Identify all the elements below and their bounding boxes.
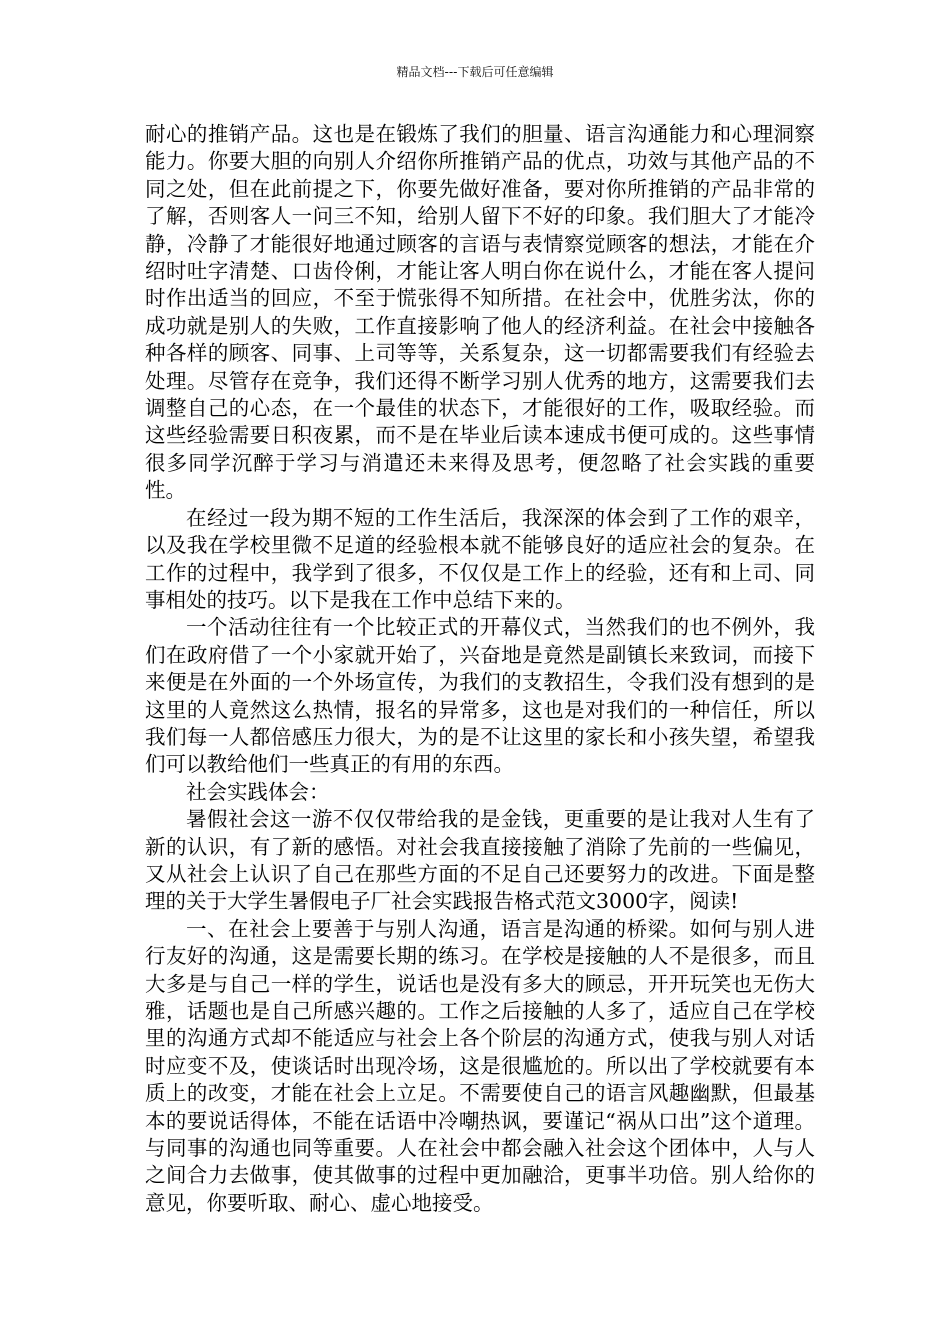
paragraph-opening-ceremony: 一个活动往往有一个比较正式的开幕仪式，当然我们的也不例外，我们在政府借了一个小家就开始了，兴奋地是竟然是副镇长来致词，而接下来便是在外面的一个外场宣传，为我们的支教招生，令我们没有想到的是这里的人竟然这么热情，报名的异常多，这也是对我们的一种信任，所以我们每一人都倍感压力很大，为的是不让这里的家长和小孩失望，希望我们可以教给他们一些真正的有用的东西。: [145, 615, 815, 777]
section-heading: 社会实践体会：: [186, 779, 330, 804]
document-body: [145, 121, 815, 1217]
paragraph-communication: 一、在社会上要善于与别人沟通，语言是沟通的桥梁。如何与别人进行友好的沟通，这是需要长期的练习。在学校是接触的人不是很多，而且大多是与自己一样的学生，说话也是没有多大的顾忌，开开玩笑也无伤大雅，话题也是自己所感兴趣的。工作之后接触的人多了，适应自己在学校里的沟通方式却不能适应与社会上各个阶层的沟通方式，使我与别人对话时应变不及，使谈话时出现冷场，这是很尴尬的。所以出了学校就要有本质上的改变，才能在社会上立足。不需要使自己的语言风趣幽默，但最基本的要说话得体，不能在话语中冷嘲热讽，要谨记“祸从口出”这个道理。与同事的沟通也同等重要。人在社会中都会融入社会这个团体中，人与人之间合力去做事，使其做事的过程中更加融洽，更事半功倍。别人给你的意见，你要听取、耐心、虚心地接受。: [145, 916, 815, 1215]
page-header: 精品文档---下载后可任意编辑: [396, 65, 554, 79]
paragraph-work-experience: 在经过一段为期不短的工作生活后，我深深的体会到了工作的艰辛，以及我在学校里微不足道的经验根本就不能够良好的适应社会的复杂。在工作的过程中，我学到了很多，不仅仅是工作上的经验，还有和上司、同事相处的技巧。以下是我在工作中总结下来的。: [145, 505, 815, 612]
paragraph-summer-practice: 暑假社会这一游不仅仅带给我的是金钱，更重要的是让我对人生有了新的认识，有了新的感悟。对社会我直接接触了消除了先前的一些偏见，又从社会上认识了自己在那些方面的不足自己还要努力的改进。下面是整理的关于大学生暑假电子厂社会实践报告格式范文3000字，阅读!: [145, 807, 815, 914]
paragraph-continuation: 耐心的推销产品。这也是在锻炼了我们的胆量、语言沟通能力和心理洞察能力。你要大胆的向别人介绍你所推销产品的优点，功效与其他产品的不同之处，但在此前提之下，你要先做好准备，要对你所推销的产品非常的了解，否则客人一问三不知，给别人留下不好的印象。我们胆大了才能冷静，冷静了才能很好地通过顾客的言语与表情察觉顾客的想法，才能在介绍时吐字清楚、口齿伶俐，才能让客人明白你在说什么，才能在客人提问时作出适当的回应，不至于慌张得不知所措。在社会中，优胜劣汰，你的成功就是别人的失败，工作直接影响了他人的经济利益。在社会中接触各种各样的顾客、同事、上司等等，关系复杂，这一切都需要我们有经验去处理。尽管存在竞争，我们还得不断学习别人优秀的地方，这需要我们去调整自己的心态，在一个最佳的状态下，才能很好的工作，吸取经验。而这些经验需要日积夜累，而不是在毕业后读本速成书便可成的。这些事情很多同学沉醉于学习与消遣还未来得及思考，便忽略了社会实践的重要性。: [145, 122, 815, 503]
